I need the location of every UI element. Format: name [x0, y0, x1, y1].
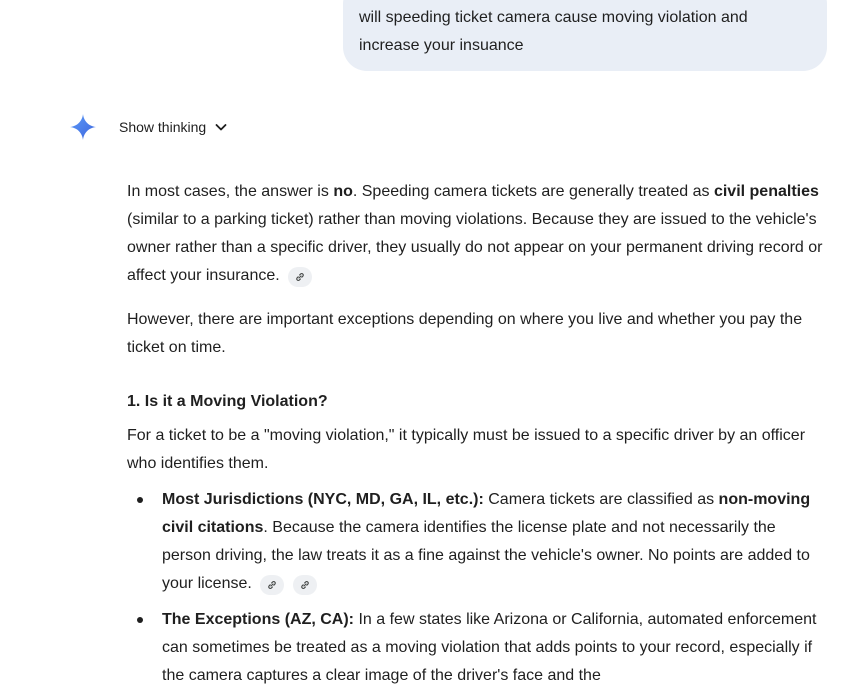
user-message-line-2: increase your insuance	[359, 37, 524, 54]
bold-run: Most Jurisdictions (NYC, MD, GA, IL, etc.):	[162, 491, 484, 508]
bold-run: civil penalties	[713, 183, 819, 200]
source-link-chip[interactable]	[293, 575, 317, 595]
chevron-down-icon	[214, 120, 228, 134]
text-run: In a few states like Arizona or California, automated enforcement can sometimes be treated as a moving violation that adds points to your record, especially if the camera captures a clear image of the driver's face and the	[162, 611, 817, 684]
bullet-list	[127, 486, 827, 690]
text-run: Camera tickets are classified as	[483, 491, 719, 508]
user-message-line-1: will speeding ticket camera cause moving violation and	[359, 9, 748, 26]
bold-run: no	[333, 183, 353, 200]
text-run: (similar to a parking ticket) rather than moving violations. Because they are issued to the vehicle's owner rather than a specific driver, they usually do not appear on your permanent driving record or affect your insurance.	[127, 211, 823, 284]
show-thinking-label: Show thinking	[119, 119, 207, 135]
answer-paragraph-3: For a ticket to be a "moving violation," it typically must be issued to a specific driver by an officer who identifies them.	[127, 427, 806, 472]
text-run: In most cases, the answer is	[127, 183, 334, 200]
response-header	[70, 113, 228, 141]
gemini-spark-icon	[70, 114, 96, 140]
answer-paragraph-1	[127, 178, 827, 290]
link-icon	[299, 579, 311, 591]
user-message-bubble	[343, 0, 827, 71]
text-run: . Speeding camera tickets are generally treated as	[352, 183, 714, 200]
show-thinking-button[interactable]	[119, 119, 228, 135]
source-link-chip[interactable]	[260, 575, 284, 595]
list-item	[162, 486, 827, 598]
link-icon	[266, 579, 278, 591]
bold-run: The Exceptions (AZ, CA):	[162, 611, 355, 628]
section-heading: 1. Is it a Moving Violation?	[127, 393, 328, 410]
answer-paragraph-2: However, there are important exceptions depending on where you live and whether you pay the ticket on time.	[127, 311, 803, 356]
response-body	[127, 178, 827, 698]
list-item	[162, 606, 827, 690]
link-icon	[294, 271, 306, 283]
bold-run: non-moving civil citations	[162, 491, 811, 536]
source-link-chip[interactable]	[288, 267, 312, 287]
text-run: . Because the camera identifies the license plate and not necessarily the person driving, the law treats it as a fine against the vehicle's owner. No points are added to your license.	[162, 519, 810, 592]
